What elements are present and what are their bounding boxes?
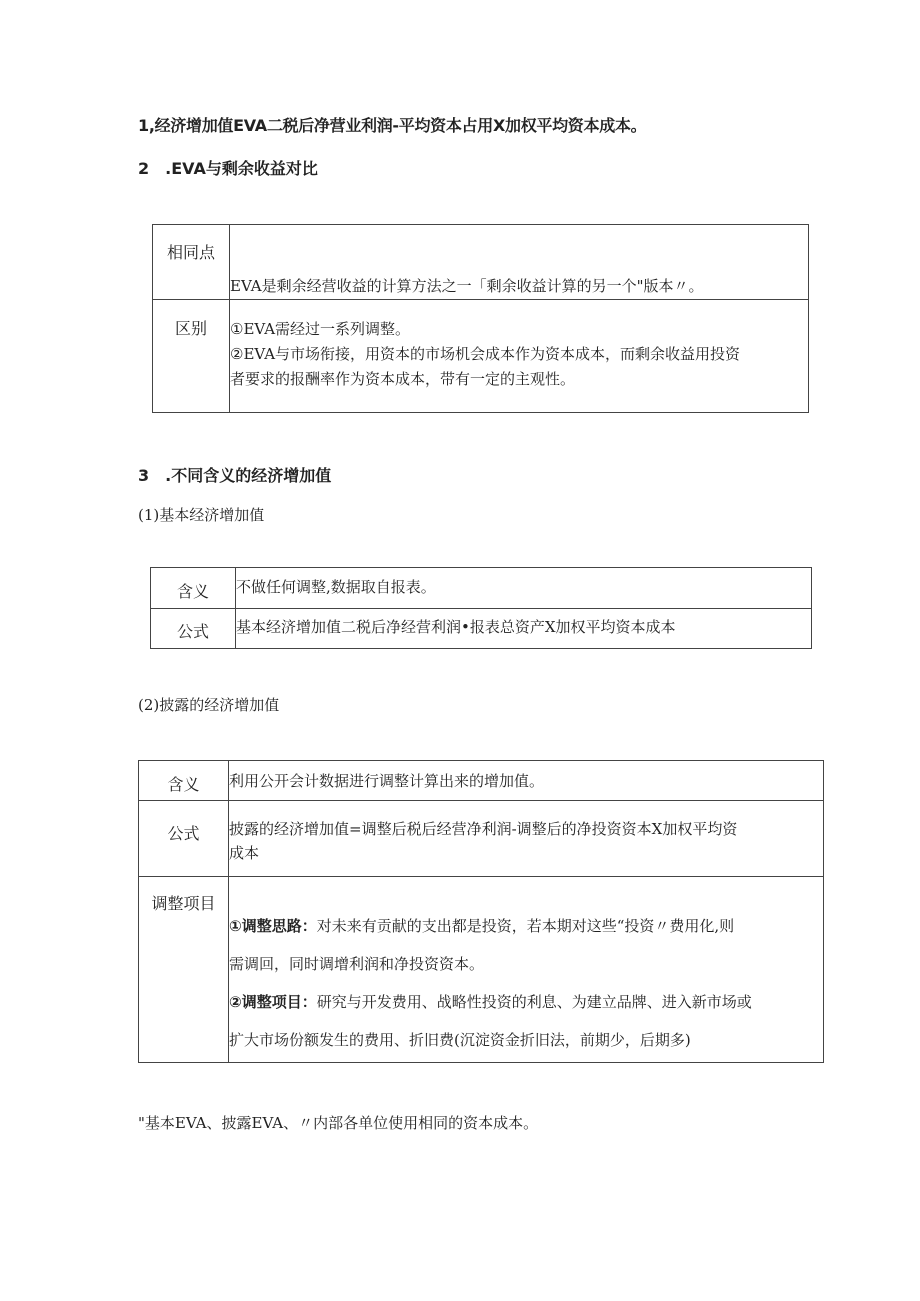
adjustment-items-title: ②调整项目： — [229, 993, 317, 1011]
footer-note: "基本EVA、披露EVA、〃内部各单位使用相同的资本成本。 — [138, 1114, 539, 1132]
table-row — [153, 300, 809, 413]
adjustment-approach-title: ①调整思路： — [229, 917, 317, 935]
meaning-text: 利用公开会计数据进行调整计算出来的增加值。 — [229, 761, 824, 801]
heading-eva-types: 3 .不同含义的经济增加值 — [138, 466, 332, 485]
heading-eva-definition: 1,经济增加值EVA二税后净营业利润-平均资本占用X加权平均资本成本。 — [138, 116, 647, 135]
disclosed-eva-table — [138, 760, 824, 1063]
subheading-basic-eva: (1)基本经济增加值 — [138, 506, 265, 524]
heading-eva-vs-residual: 2 .EVA与剩余收益对比 — [138, 159, 318, 178]
formula-text: 基本经济增加值二税后净经营利润•报表总资产X加权平均资本成本 — [236, 609, 812, 649]
differences-line: ①EVA需经过一系列调整。 — [230, 320, 411, 338]
differences-text — [230, 300, 809, 413]
table-row — [139, 877, 824, 1063]
table-row — [139, 801, 824, 877]
adjustment-line: 扩大市场份额发生的费用、折旧费(沉淀资金折旧法，前期少，后期多) — [229, 1031, 691, 1049]
formula-line: 披露的经济增加值=调整后税后经营净利润-调整后的净投资资本X加权平均资 — [229, 820, 738, 838]
row-label-formula: 公式 — [139, 801, 229, 877]
differences-line: 者要求的报酬率作为资本成本，带有一定的主观性。 — [230, 370, 576, 388]
table-row — [151, 568, 812, 609]
differences-line: ②EVA与市场衔接，用资本的市场机会成本作为资本成本，而剩余收益用投资 — [230, 345, 741, 363]
adjustment-approach-text: 对未来有贡献的支出都是投资，若本期对这些“投资〃费用化,则 — [316, 917, 735, 935]
table-row — [151, 609, 812, 649]
comparison-table — [152, 224, 809, 413]
formula-text — [229, 801, 824, 877]
adjustment-line — [229, 907, 823, 945]
adjustment-items-text: 研究与开发费用、战略性投资的利息、为建立品牌、进入新市场或 — [316, 993, 752, 1011]
table-row — [139, 761, 824, 801]
row-label-meaning: 含义 — [151, 568, 236, 609]
row-label-adjustments: 调整项目 — [139, 877, 229, 1063]
row-label-meaning: 含义 — [139, 761, 229, 801]
row-label-similarities: 相同点 — [153, 225, 230, 300]
similarities-text: EVA是剩余经营收益的计算方法之一「剩余收益计算的另一个"版本〃。 — [230, 225, 809, 300]
row-label-formula: 公式 — [151, 609, 236, 649]
row-label-differences: 区别 — [153, 300, 230, 413]
table-row — [153, 225, 809, 300]
subheading-disclosed-eva: (2)披露的经济增加值 — [138, 696, 280, 714]
adjustments-text — [229, 877, 824, 1063]
meaning-text: 不做任何调整,数据取自报表。 — [236, 568, 812, 609]
adjustment-line — [229, 983, 823, 1021]
basic-eva-table — [150, 567, 812, 649]
formula-line: 成本 — [229, 844, 260, 862]
adjustment-line: 需调回，同时调增利润和净投资资本。 — [229, 955, 485, 973]
